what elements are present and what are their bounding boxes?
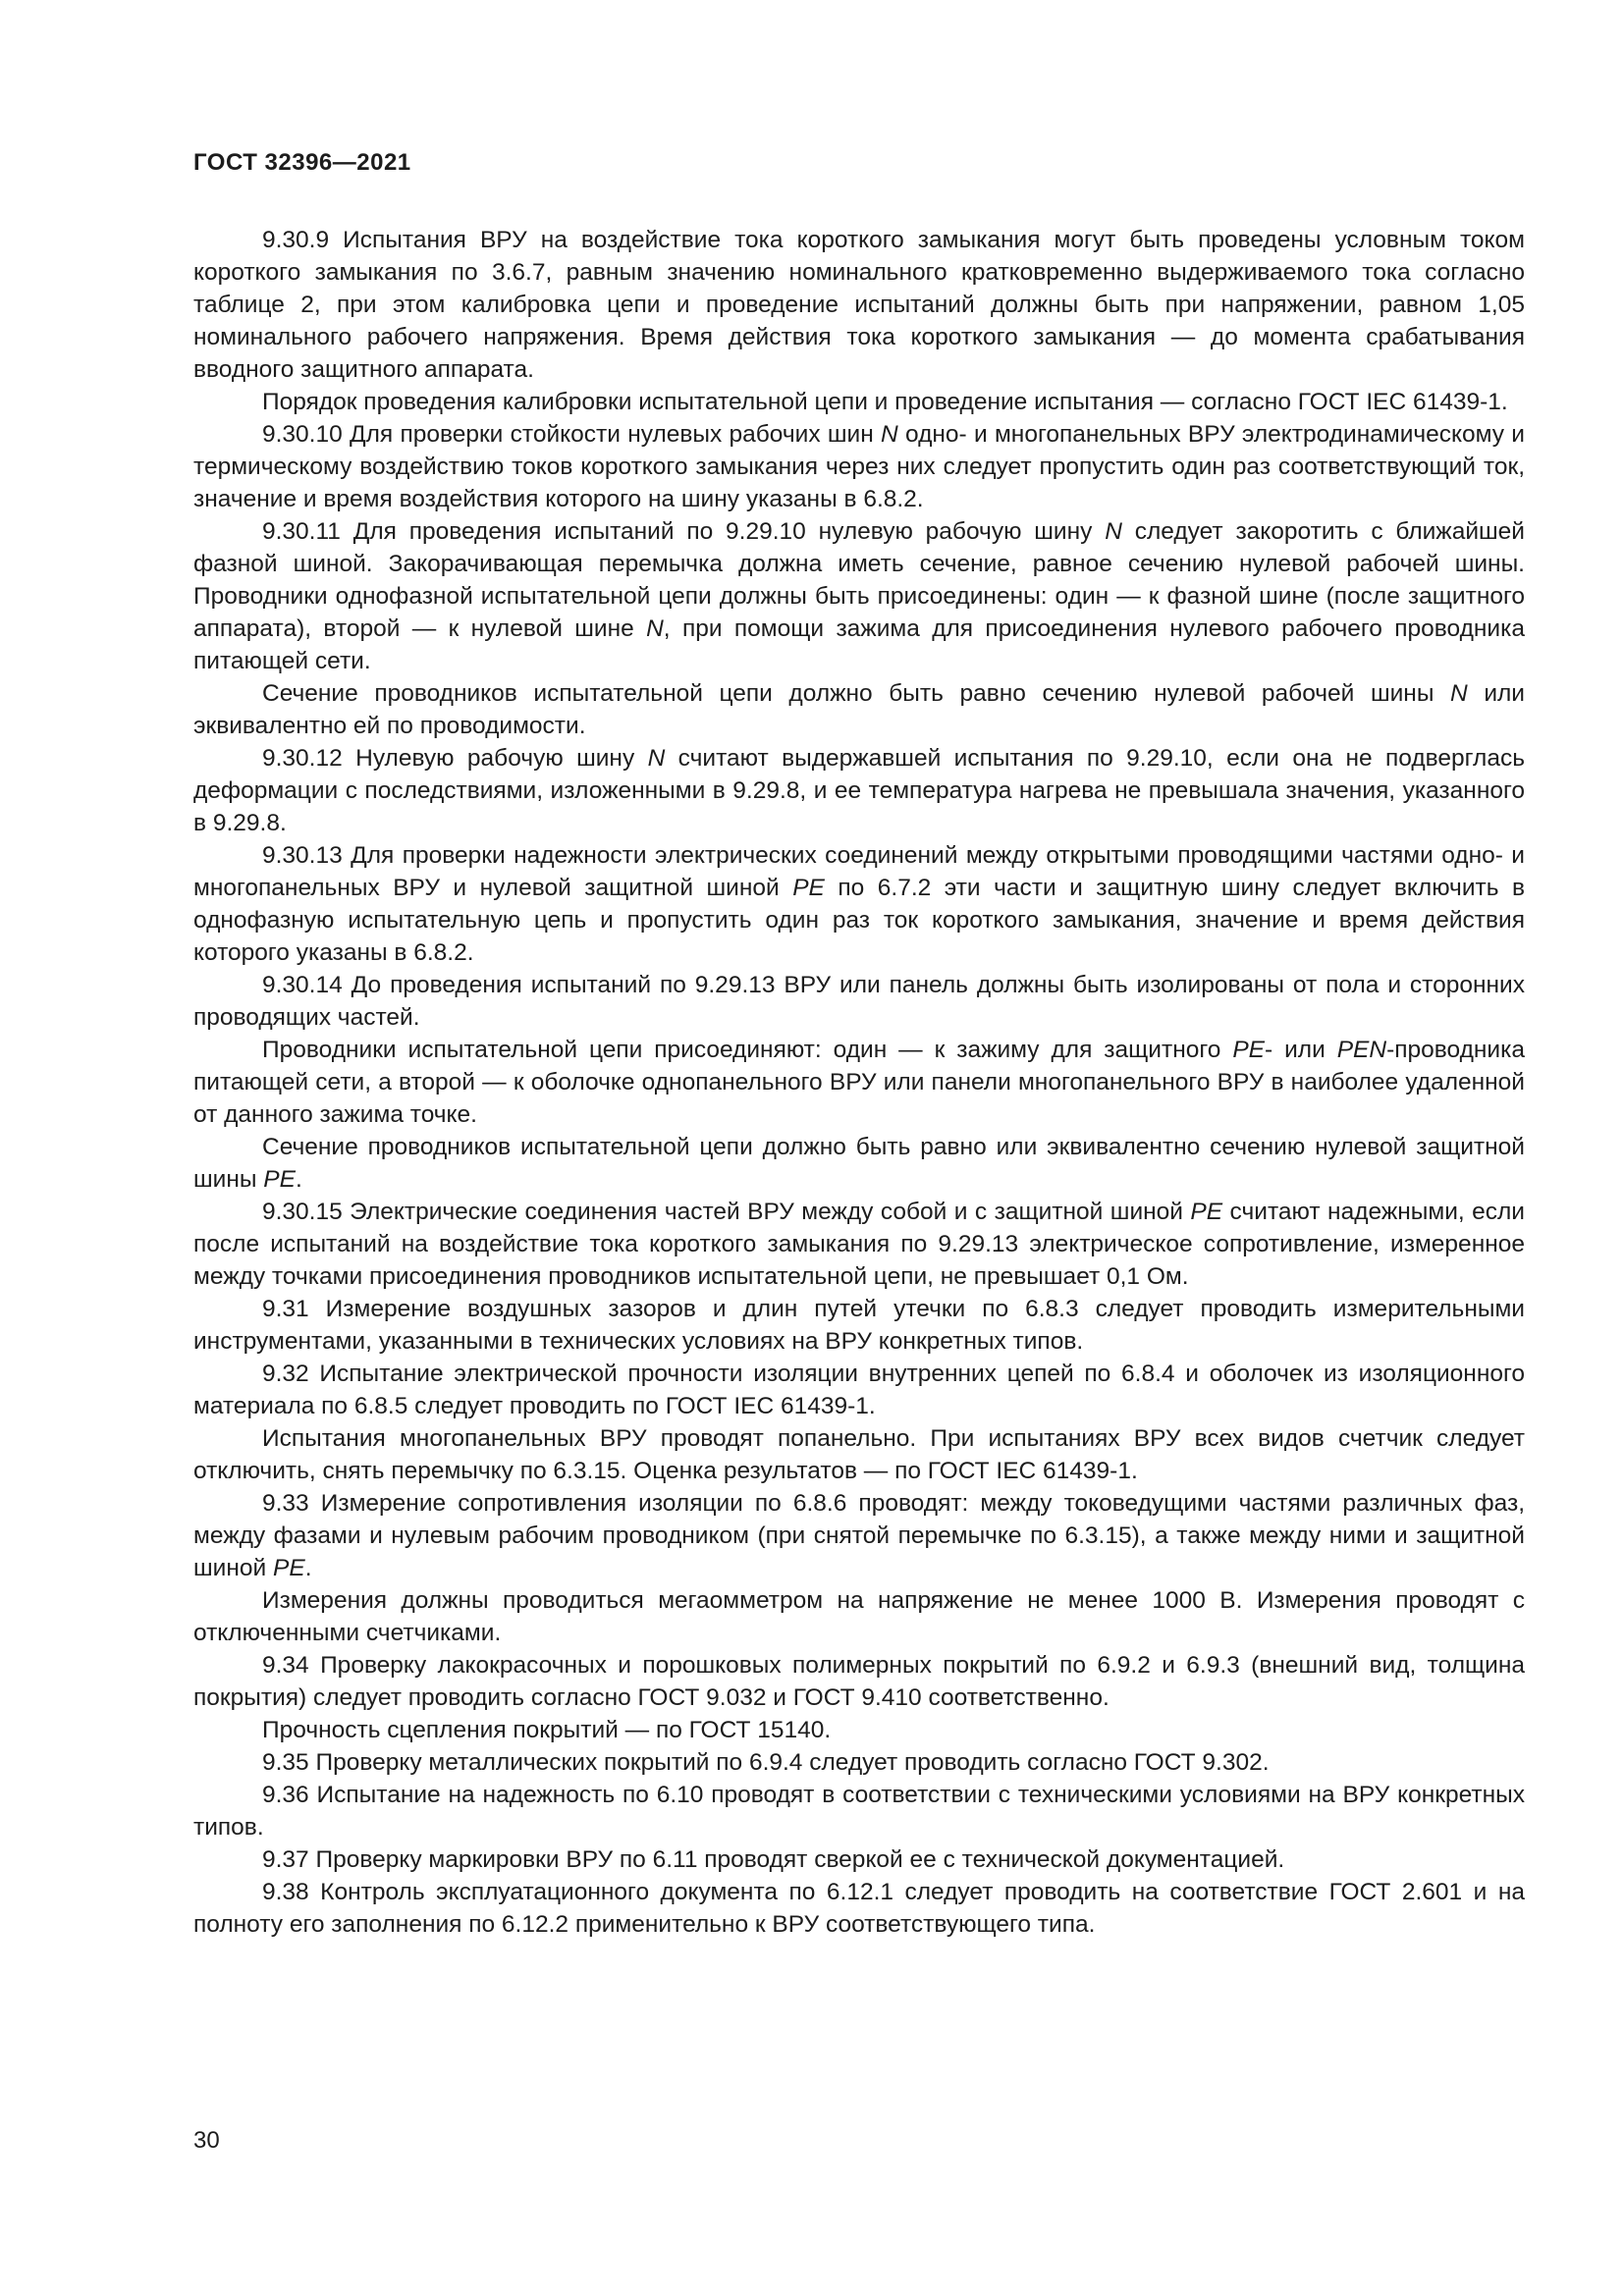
document-header: ГОСТ 32396—2021 (193, 149, 411, 176)
paragraph: 9.33 Измерение сопротивления изоляции по 6.8.6 проводят: между токоведущими частями различных фаз, между фазами и нулевым рабочим проводником (при снятой перемычке по 6.3.15), а также между ними и защитной шиной PE. (193, 1490, 1525, 1581)
paragraph: Проводники испытательной цепи присоединяют: один — к зажиму для защитного PE- или PEN-проводника питающей сети, а второй — к оболочке однопанельного ВРУ или панели многопанельного ВРУ в наиболее удаленной от данного зажима точке. (193, 1037, 1525, 1128)
paragraph: Испытания многопанельных ВРУ проводят попанельно. При испытаниях ВРУ всех видов счетчик следует отключить, снять перемычку по 6.3.15. Оценка результатов — по ГОСТ IEC 61439-1. (193, 1425, 1525, 1484)
paragraph: 9.30.11 Для проведения испытаний по 9.29.10 нулевую рабочую шину N следует закоротить с ближайшей фазной шиной. Закорачивающая перемычка должна иметь сечение, равное сечению нулевой рабочей шины. Проводники однофазной испытательной цепи должны быть присоединены: один — к фазной шине (после защитного аппарата), второй — к нулевой шине N, при помощи зажима для присоединения нулевого рабочего проводника питающей сети. (193, 518, 1526, 674)
paragraph: Измерения должны проводиться мегаомметром на напряжение не менее 1000 В. Измерения проводят с отключенными счетчиками. (193, 1587, 1525, 1646)
paragraph: 9.30.9 Испытания ВРУ на воздействие тока короткого замыкания могут быть проведены условным током короткого замыкания по 3.6.7, равным значению номинального кратковременно выдерживаемого тока согласно таблице 2, при этом калибровка цепи и проведение испытаний должны быть при напряжении, равном 1,05 номинального рабочего напряжения. Время действия тока короткого замыкания — до момента срабатывания вводного защитного аппарата. (193, 227, 1525, 383)
paragraph: 9.30.13 Для проверки надежности электрических соединений между открытыми проводящими частями одно- и многопанельных ВРУ и нулевой защитной шиной PE по 6.7.2 эти части и защитную шину следует включить в однофазную испытательную цепь и пропустить один раз ток короткого замыкания, значение и время действия которого указаны в 6.8.2. (193, 842, 1525, 966)
paragraph: Сечение проводников испытательной цепи должно быть равно сечению нулевой рабочей шины N или эквивалентно ей по проводимости. (193, 680, 1525, 739)
page-number: 30 (193, 2127, 220, 2154)
paragraph: 9.38 Контроль эксплуатационного документа по 6.12.1 следует проводить на соответствие ГОСТ 2.601 и на полноту его заполнения по 6.12.2 применительно к ВРУ соответствующего типа. (193, 1879, 1525, 1938)
paragraph: 9.30.10 Для проверки стойкости нулевых рабочих шин N одно- и многопанельных ВРУ электродинамическому и термическому воздействию токов короткого замыкания через них следует пропустить один раз соответствующий ток, значение и время воздействия которого на шину указаны в 6.8.2. (193, 421, 1525, 512)
paragraph: 9.30.14 До проведения испытаний по 9.29.13 ВРУ или панель должны быть изолированы от пола и сторонних проводящих частей. (193, 972, 1525, 1031)
paragraph: Прочность сцепления покрытий — по ГОСТ 15140. (262, 1717, 832, 1743)
paragraph: Порядок проведения калибровки испытательной цепи и проведение испытания — согласно ГОСТ IEC 61439-1. (262, 389, 1508, 415)
document-body (193, 224, 1525, 1941)
paragraph: 9.32 Испытание электрической прочности изоляции внутренних цепей по 6.8.4 и оболочек из изоляционного материала по 6.8.5 следует проводить по ГОСТ IEC 61439-1. (193, 1361, 1525, 1419)
paragraph: Сечение проводников испытательной цепи должно быть равно или эквивалентно сечению нулевой защитной шины PE. (193, 1134, 1525, 1193)
paragraph: 9.34 Проверку лакокрасочных и порошковых полимерных покрытий по 6.9.2 и 6.9.3 (внешний вид, толщина покрытия) следует проводить согласно ГОСТ 9.032 и ГОСТ 9.410 соответственно. (193, 1652, 1525, 1711)
paragraph: 9.37 Проверку маркировки ВРУ по 6.11 проводят сверкой ее с технической документацией. (262, 1846, 1285, 1873)
paragraph: 9.30.15 Электрические соединения частей ВРУ между собой и с защитной шиной PE считают надежными, если после испытаний на воздействие тока короткого замыкания по 9.29.13 электрическое сопротивление, измеренное между точками присоединения проводников испытательной цепи, не превышает 0,1 Ом. (193, 1199, 1525, 1290)
paragraph: 9.30.12 Нулевую рабочую шину N считают выдержавшей испытания по 9.29.10, если она не подверглась деформации с последствиями, изложенными в 9.29.8, и ее температура нагрева не превышала значения, указанного в 9.29.8. (193, 745, 1525, 836)
paragraph: 9.31 Измерение воздушных зазоров и длин путей утечки по 6.8.3 следует проводить измерительными инструментами, указанными в технических условиях на ВРУ конкретных типов. (193, 1296, 1525, 1355)
paragraph: 9.35 Проверку металлических покрытий по 6.9.4 следует проводить согласно ГОСТ 9.302. (262, 1749, 1270, 1776)
paragraph: 9.36 Испытание на надежность по 6.10 проводят в соответствии с техническими условиями на ВРУ конкретных типов. (193, 1782, 1525, 1841)
